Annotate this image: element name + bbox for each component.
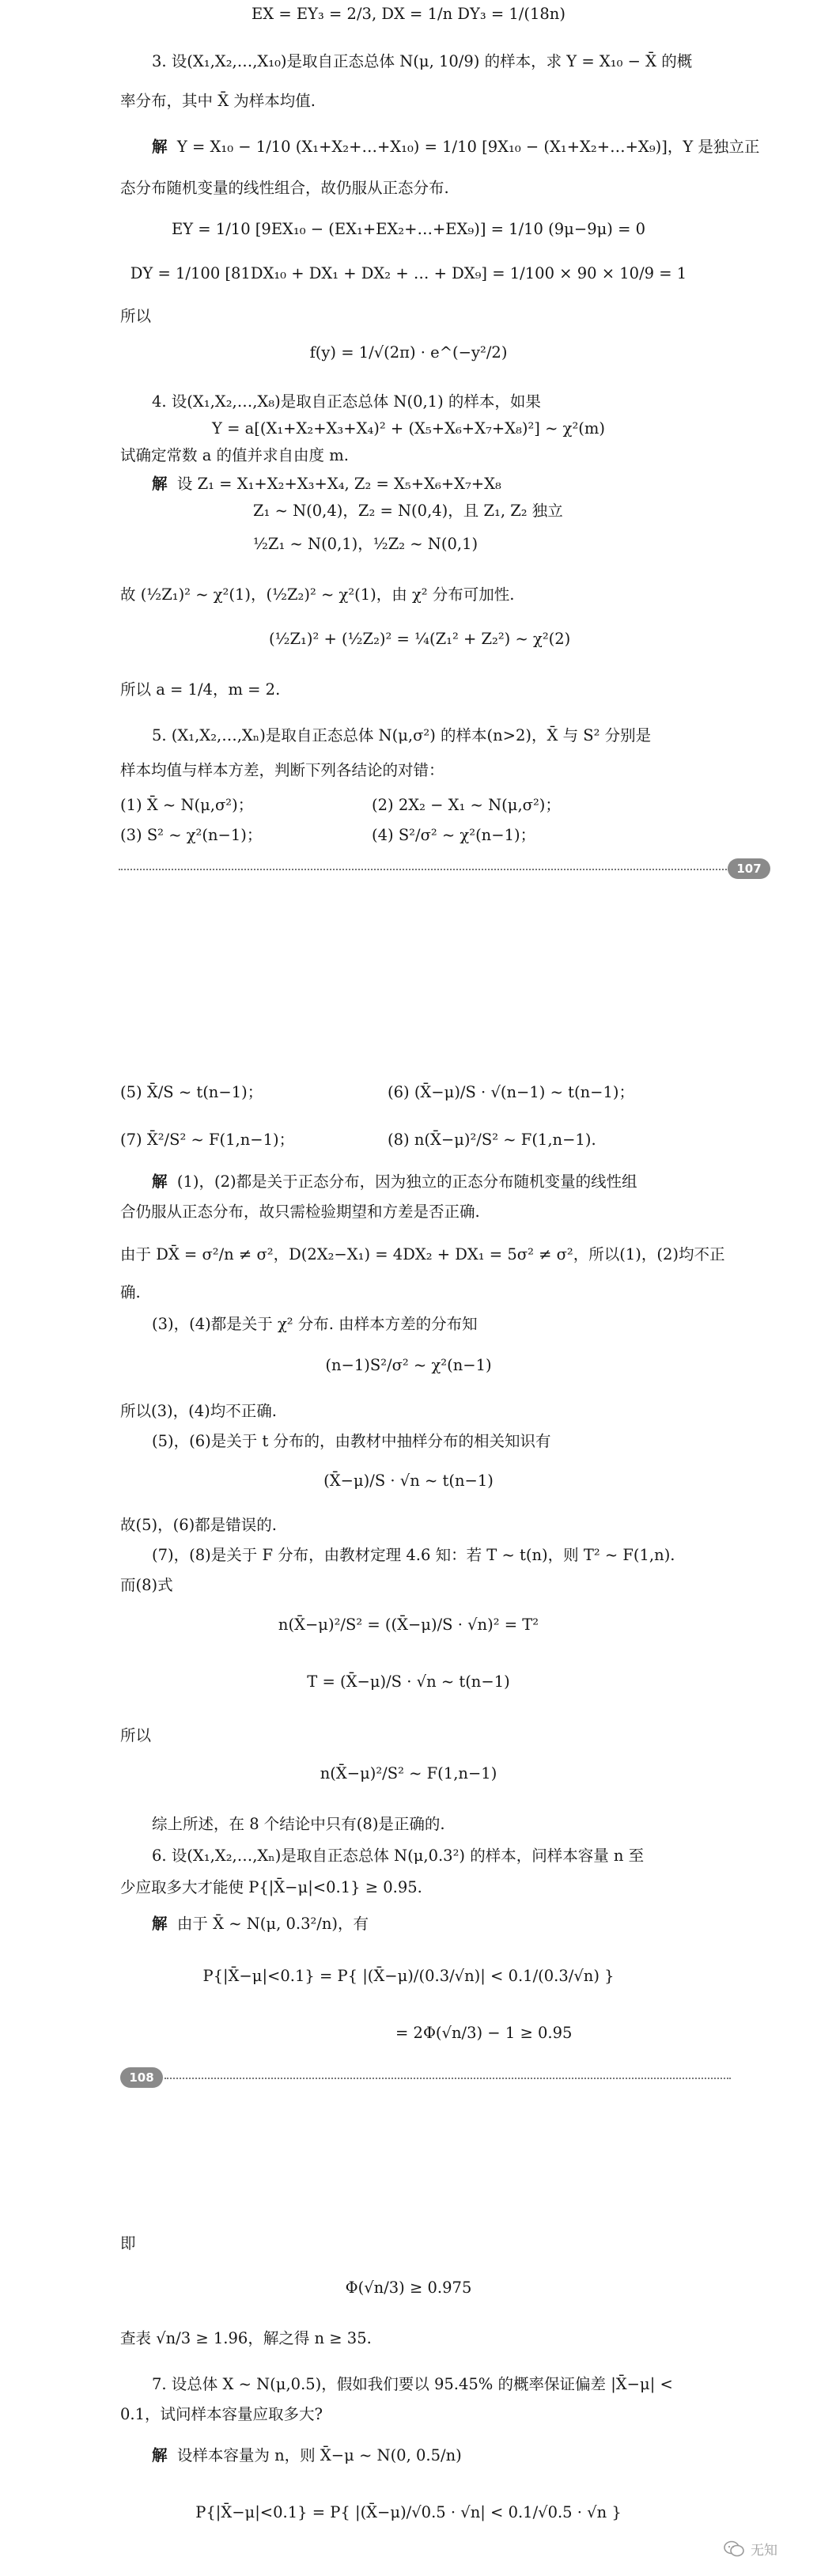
q3-text-line1: 3. 设(X₁,X₂,…,X₁₀)是取自正态总体 N(μ, 10/9) 的样本，求 Y = X₁₀ − X̄ 的概 (152, 52, 693, 70)
q5-conclusion: 综上所述，在 8 个结论中只有(8)是正确的. (152, 1815, 445, 1833)
q5-solution-line2: 合仍服从正态分布，故只需检验期望和方差是否正确. (120, 1203, 480, 1221)
formula-q4-y: Y = a[(X₁+X₂+X₃+X₄)² + (X₅+X₆+X₇+X₈)²] ~ χ²(m) (212, 419, 605, 438)
q5-option-1: (1) X̄ ~ N(μ,σ²)； (120, 796, 254, 814)
formula-ex-dx: EX = EY₃ = 2/3, DX = 1/n DY₃ = 1/(18n) (252, 5, 565, 23)
formula-t-def: T = (X̄−μ)/S · √n ~ t(n−1) (307, 1673, 510, 1691)
q3-text-line2: 率分布，其中 X̄ 为样本均值. (120, 92, 316, 110)
q5-option-5: (5) X̄/S ~ t(n−1)； (120, 1083, 263, 1101)
formula-prob: P{|X̄−μ|<0.1} = P{ |(X̄−μ)/(0.3/√n)| < 0.1/(0.3/√n) } (202, 1967, 615, 1985)
formula-ey: EY = 1/10 [9EX₁₀ − (EX₁+EX₂+…+EX₉)] = 1/10 (9μ−9μ) = 0 (171, 220, 646, 238)
q3-solution-line1 (152, 134, 760, 160)
page-footer-rule (119, 869, 729, 870)
textbook-page-109 (0, 2231, 817, 2576)
solution-label: 解 (152, 2446, 168, 2464)
q5-solution-line5: (3)，(4)都是关于 χ² 分布. 由样本方差的分布知 (152, 1315, 478, 1333)
q5-solution-line1 (152, 1169, 754, 1195)
q6-text-line2: 少应取多大才能使 P{|X̄−μ|<0.1} ≥ 0.95. (120, 1878, 422, 1896)
formula-q7-prob: P{|X̄−μ|<0.1} = P{ |(X̄−μ)/√0.5 · √n| < 0.1/√0.5 · √n } (195, 2503, 622, 2521)
q4-answer: 所以 a = 1/4，m = 2. (120, 680, 281, 699)
textbook-page-107 (0, 0, 817, 918)
q4-text-line2: 试确定常数 a 的值并求自由度 m. (120, 446, 349, 464)
formula-t-dist: (X̄−μ)/S · √n ~ t(n−1) (323, 1472, 494, 1490)
q3-solution-line2: 态分布随机变量的线性组合，故仍服从正态分布. (120, 179, 449, 197)
q4-text-line1: 4. 设(X₁,X₂,…,X₈)是取自正态总体 N(0,1) 的样本，如果 (152, 392, 541, 411)
ji-label: 即 (120, 2234, 136, 2252)
q5-solution-line3: 由于 DX̄ = σ²/n ≠ σ²，D(2X₂−X₁) = 4DX₂ + DX₁ = 5σ² ≠ σ²，所以(1)，(2)均不正 (120, 1245, 725, 1263)
formula-phi-ineq: = 2Φ(√n/3) − 1 ≥ 0.95 (395, 2024, 573, 2042)
solution-text: Y = X₁₀ − 1/10 (X₁+X₂+…+X₁₀) = 1/10 [9X₁₀ − (X₁+X₂+…+X₉)]，Y 是独立正 (176, 138, 760, 156)
page-number-108: 108 (120, 2067, 163, 2088)
q5-option-6: (6) (X̄−μ)/S · √(n−1) ~ t(n−1)； (388, 1083, 634, 1101)
solution-text: 设样本容量为 n，则 X̄−μ ~ N(0, 0.5/n) (176, 2446, 462, 2464)
formula-t-squared: n(X̄−μ)²/S² = ((X̄−μ)/S · √n)² = T² (278, 1616, 539, 1634)
q5-option-2: (2) 2X₂ − X₁ ~ N(μ,σ²)； (372, 796, 561, 814)
watermark (724, 2539, 777, 2559)
solution-label: 解 (152, 138, 168, 156)
watermark-text: 无知 (751, 2543, 777, 2559)
q4-solution-line3: ½Z₁ ~ N(0,1)，½Z₂ ~ N(0,1) (253, 535, 478, 553)
formula-chi-square: (n−1)S²/σ² ~ χ²(n−1) (325, 1356, 492, 1374)
lookup-line: 查表 √n/3 ≥ 1.96，解之得 n ≥ 35. (120, 2329, 372, 2347)
solution-label: 解 (152, 475, 168, 493)
formula-phi: Φ(√n/3) ≥ 0.975 (345, 2279, 472, 2297)
formula-f-dist: n(X̄−μ)²/S² ~ F(1,n−1) (320, 1764, 497, 1782)
q5-option-4: (4) S²/σ² ~ χ²(n−1)； (372, 826, 536, 844)
q6-text-line1: 6. 设(X₁,X₂,…,Xₙ)是取自正态总体 N(μ,0.3²) 的样本，问样本容量 n 至 (152, 1847, 645, 1865)
q6-solution-line1 (152, 1911, 754, 1937)
solution-label: 解 (152, 1915, 168, 1933)
solution-text: 设 Z₁ = X₁+X₂+X₃+X₄, Z₂ = X₅+X₆+X₇+X₈ (176, 475, 501, 493)
solution-label: 解 (152, 1172, 168, 1191)
q5-solution-line12: 而(8)式 (120, 1576, 173, 1594)
q4-solution-line2: Z₁ ~ N(0,4)，Z₂ = N(0,4)，且 Z₁, Z₂ 独立 (253, 502, 563, 520)
q7-solution-line1 (152, 2443, 754, 2468)
q5-option-8: (8) n(X̄−μ)²/S² ~ F(1,n−1). (388, 1131, 596, 1149)
q7-text-line2: 0.1，试问样本容量应取多大? (120, 2405, 323, 2423)
formula-dy: DY = 1/100 [81DX₁₀ + DX₁ + DX₂ + … + DX₉] = 1/100 × 90 × 10/9 = 1 (130, 264, 687, 282)
formula-fy: f(y) = 1/√(2π) · e^(−y²/2) (309, 343, 508, 362)
q4-solution-line4: 故 (½Z₁)² ~ χ²(1)，(½Z₂)² ~ χ²(1)，由 χ² 分布可加性. (120, 585, 515, 604)
q5-solution-line15: 所以 (120, 1726, 152, 1744)
q5-solution-line7: 所以(3)，(4)均不正确. (120, 1402, 277, 1420)
q5-solution-line10: 故(5)，(6)都是错误的. (120, 1516, 277, 1534)
solution-text: 由于 X̄ ~ N(μ, 0.3²/n)，有 (176, 1915, 369, 1933)
q3-so-label: 所以 (120, 307, 152, 325)
q5-option-3: (3) S² ~ χ²(n−1)； (120, 826, 263, 844)
q5-solution-line11: (7)，(8)是关于 F 分布，由教材定理 4.6 知：若 T ~ t(n)，则 T² ~ F(1,n). (152, 1546, 675, 1564)
q5-text-line1: 5. (X₁,X₂,…,Xₙ)是取自正态总体 N(μ,σ²) 的样本(n>2)，X̄ 与 S² 分别是 (152, 726, 652, 744)
q5-option-7: (7) X̄²/S² ~ F(1,n−1)； (120, 1131, 295, 1149)
q5-solution-line8: (5)，(6)是关于 t 分布的，由教材中抽样分布的相关知识有 (152, 1432, 551, 1450)
chat-bubble-icon (724, 2540, 744, 2558)
q5-solution-line4: 确. (120, 1283, 141, 1301)
q7-text-line1: 7. 设总体 X ~ N(μ,0.5)，假如我们要以 95.45% 的概率保证偏差 |X̄−μ| < (152, 2375, 673, 2393)
solution-text: (1)，(2)都是关于正态分布，因为独立的正态分布随机变量的线性组 (176, 1172, 637, 1191)
page-footer-rule (165, 2078, 731, 2079)
page-number-107: 107 (728, 858, 770, 879)
q4-solution-line5: (½Z₁)² + (½Z₂)² = ¼(Z₁² + Z₂²) ~ χ²(2) (269, 630, 571, 648)
textbook-page-108 (0, 981, 817, 2104)
q5-text-line2: 样本均值与样本方差，判断下列各结论的对错： (120, 761, 444, 779)
q4-solution-line1 (152, 472, 754, 497)
